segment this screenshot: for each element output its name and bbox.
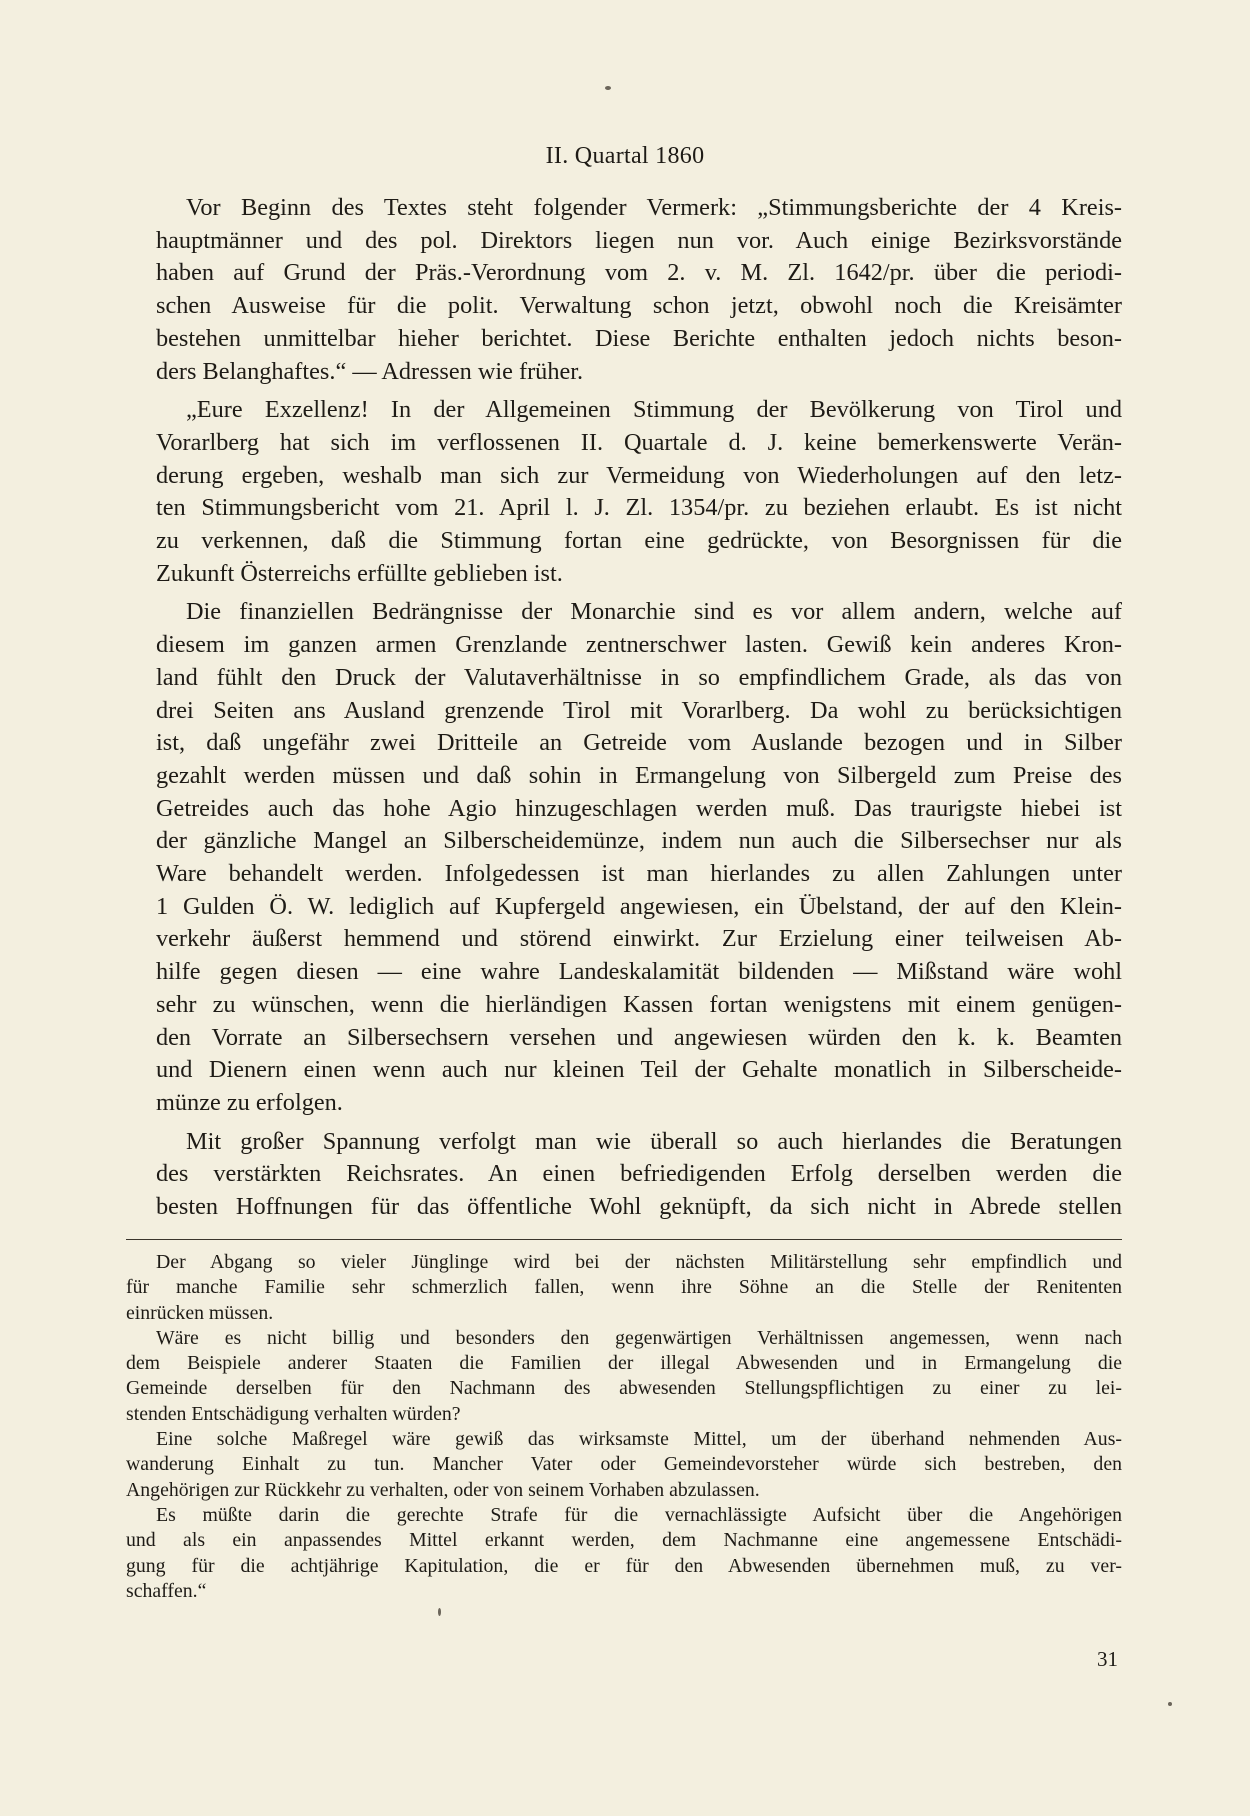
text-line: „Eure Exzellenz! In der Allgemeinen Stimmung der Bevölkerung von Tirol und bbox=[186, 396, 1122, 424]
text-line: Die finanziellen Bedrängnisse der Monarchie sind es vor allem andern, welche auf bbox=[186, 598, 1122, 626]
text-line: Getreides auch das hohe Agio hinzugeschlagen werden muß. Das traurigste hiebei ist bbox=[156, 794, 1122, 822]
text-line: schen Ausweise für die polit. Verwaltung schon jetzt, obwohl noch die Kreisämter bbox=[156, 292, 1122, 320]
text-line: land fühlt den Druck der Valutaverhältnisse in so empfindlichem Grade, als das von bbox=[156, 663, 1122, 691]
footnote-block bbox=[126, 1250, 1122, 1604]
text-line: Vorarlberg hat sich im verflossenen II. Quartale d. J. keine bemerkenswerte Verän- bbox=[156, 428, 1122, 456]
text-line: hauptmänner und des pol. Direktors liegen nun vor. Auch einige Bezirksvorstände bbox=[156, 226, 1122, 254]
text-line: Vor Beginn des Textes steht folgender Vermerk: „Stimmungsberichte der 4 Kreis- bbox=[186, 194, 1122, 221]
speck-mark bbox=[438, 1608, 441, 1616]
text-line: besten Hoffnungen für das öffentliche Wohl geknüpft, da sich nicht in Abrede stellen bbox=[156, 1193, 1122, 1221]
footnote-paragraph bbox=[126, 1427, 1122, 1503]
footnote-paragraph bbox=[126, 1250, 1122, 1326]
footnote-divider bbox=[126, 1239, 1122, 1240]
footnote-line: schaffen.“ bbox=[126, 1579, 207, 1602]
text-line: und Dienern einen wenn auch nur kleinen Teil der Gehalte monatlich in Silberscheide- bbox=[156, 1056, 1122, 1084]
footnote-line: Eine solche Maßregel wäre gewiß das wirksamste Mittel, um der überhand nehmenden Aus- bbox=[156, 1428, 1122, 1451]
text-line: bestehen unmittelbar hieher berichtet. Diese Berichte enthalten jedoch nichts beson- bbox=[156, 324, 1122, 352]
text-line: derung ergeben, weshalb man sich zur Vermeidung von Wiederholungen auf den letz- bbox=[156, 461, 1122, 489]
footnote-paragraph bbox=[126, 1503, 1122, 1604]
text-line: ders Belanghaftes.“ — Adressen wie früher. bbox=[156, 357, 584, 385]
footnote-paragraph bbox=[126, 1326, 1122, 1427]
text-line: münze zu erfolgen. bbox=[156, 1088, 343, 1116]
text-line: des verstärkten Reichsrates. An einen befriedigenden Erfolg derselben werden die bbox=[156, 1160, 1122, 1188]
footnote-line: gung für die achtjährige Kapitulation, die er für den Abwesenden übernehmen muß, zu ver- bbox=[126, 1554, 1122, 1577]
text-line: ten Stimmungsbericht vom 21. April l. J. Zl. 1354/pr. zu beziehen erlaubt. Es ist nicht bbox=[156, 494, 1122, 522]
speck-mark bbox=[605, 86, 611, 90]
footnote-line: Wäre es nicht billig und besonders den gegenwärtigen Verhältnissen angemessen, wenn nach bbox=[156, 1326, 1122, 1349]
footnote-line: Der Abgang so vieler Jünglinge wird bei der nächsten Militärstellung sehr empfindlich und bbox=[156, 1251, 1122, 1273]
text-line: Zukunft Österreichs erfüllte geblieben ist. bbox=[156, 559, 563, 587]
text-line: 1 Gulden Ö. W. lediglich auf Kupfergeld angewiesen, ein Übelstand, der auf den Klein- bbox=[156, 892, 1122, 920]
paragraph bbox=[156, 192, 1122, 388]
speck-mark bbox=[1168, 1702, 1172, 1706]
footnote-line: und als ein anpassendes Mittel erkannt werden, dem Nachmanne eine angemessene Entschädi- bbox=[126, 1529, 1122, 1552]
paragraph bbox=[156, 596, 1122, 1119]
footnote-line: wanderung Einhalt zu tun. Mancher Vater oder Gemeindevorsteher würde sich bestreben, den bbox=[126, 1453, 1122, 1476]
text-line: der gänzliche Mangel an Silberscheidemünze, indem nun auch die Silbersechser nur als bbox=[156, 827, 1122, 855]
body-text bbox=[156, 192, 1122, 1230]
text-line: drei Seiten ans Ausland grenzende Tirol mit Vorarlberg. Da wohl zu berücksichtigen bbox=[156, 696, 1122, 724]
footnote-line: Gemeinde derselben für den Nachmann des abwesenden Stellungspflichtigen zu einer zu lei- bbox=[126, 1377, 1122, 1400]
footnote-line: stenden Entschädigung verhalten würden? bbox=[126, 1402, 461, 1425]
text-line: den Vorrate an Silbersechsern versehen und angewiesen würden den k. k. Beamten bbox=[156, 1023, 1122, 1051]
paragraph bbox=[156, 1126, 1122, 1224]
text-line: sehr zu wünschen, wenn die hierländigen Kassen fortan wenigstens mit einem genügen- bbox=[156, 990, 1122, 1018]
text-line: hilfe gegen diesen — eine wahre Landeskalamität bildenden — Mißstand wäre wohl bbox=[156, 958, 1122, 986]
footnote-line: für manche Familie sehr schmerzlich fallen, wenn ihre Söhne an die Stelle der Renitenten bbox=[126, 1276, 1122, 1299]
text-line: Mit großer Spannung verfolgt man wie überall so auch hierlandes die Beratungen bbox=[186, 1127, 1122, 1155]
footnote-line: Es müßte darin die gerechte Strafe für die vernachlässigte Aufsicht über die Angehörigen bbox=[156, 1503, 1122, 1526]
text-line: diesem im ganzen armen Grenzlande zentnerschwer lasten. Gewiß kein anderes Kron- bbox=[156, 631, 1122, 659]
text-line: Ware behandelt werden. Infolgedessen ist man hierlandes zu allen Zahlungen unter bbox=[156, 860, 1122, 888]
footnote-line: dem Beispiele anderer Staaten die Familien der illegal Abwesenden und in Ermangelung die bbox=[126, 1352, 1122, 1375]
paragraph bbox=[156, 394, 1122, 590]
text-line: verkehr äußerst hemmend und störend einwirkt. Zur Erzielung einer teilweisen Ab- bbox=[156, 925, 1122, 953]
section-heading: II. Quartal 1860 bbox=[545, 143, 705, 169]
text-line: ist, daß ungefähr zwei Dritteile an Getreide vom Auslande bezogen und in Silber bbox=[156, 729, 1122, 757]
text-line: zu verkennen, daß die Stimmung fortan eine gedrückte, von Besorgnissen für die bbox=[156, 527, 1122, 555]
text-line: gezahlt werden müssen und daß sohin in Ermangelung von Silbergeld zum Preise des bbox=[156, 761, 1122, 789]
footnote-line: einrücken müssen. bbox=[126, 1301, 274, 1324]
text-line: haben auf Grund der Präs.-Verordnung vom 2. v. M. Zl. 1642/pr. über die periodi- bbox=[156, 259, 1122, 287]
page-number: 31 bbox=[1097, 1647, 1118, 1671]
footnote-line: Angehörigen zur Rückkehr zu verhalten, oder von seinem Vorhaben abzulassen. bbox=[126, 1478, 760, 1501]
